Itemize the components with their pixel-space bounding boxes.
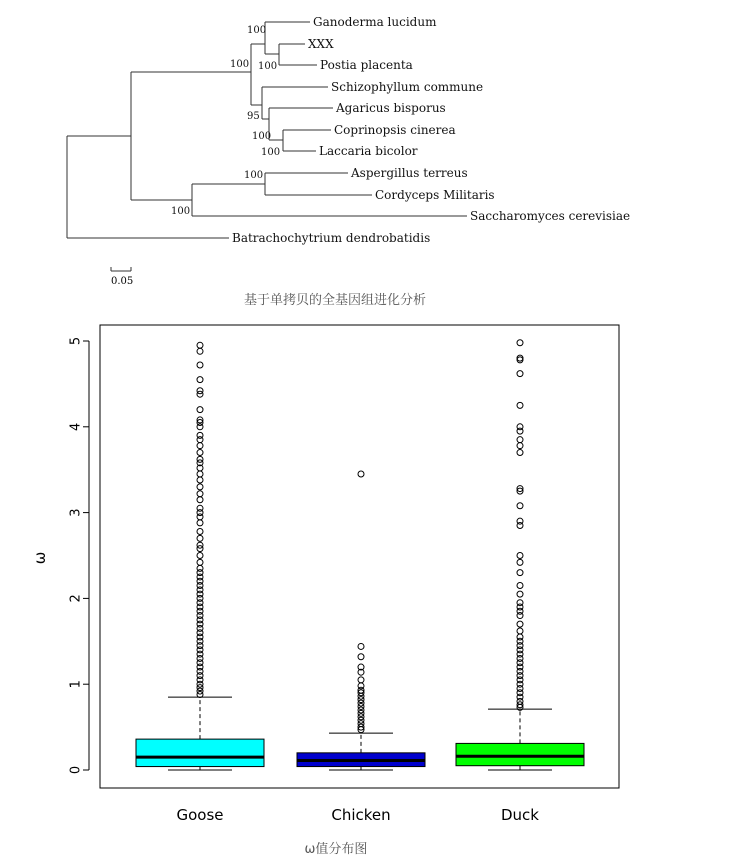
bootstrap-value: 100 [247, 25, 267, 36]
taxon-label: Coprinopsis cinerea [334, 123, 456, 137]
iqr-box [136, 739, 264, 766]
y-axis-label: ω [31, 551, 49, 565]
y-tick-label: 1 [68, 680, 84, 689]
outlier-point [197, 443, 203, 449]
outlier-point [517, 371, 523, 377]
outlier-point [197, 514, 203, 520]
tree-caption: 基于单拷贝的全基因组进化分析 [243, 293, 427, 308]
outlier-point [517, 450, 523, 456]
outlier-point [517, 559, 523, 565]
outlier-point [358, 654, 364, 660]
bootstrap-value: 100 [171, 206, 191, 217]
chart-caption: ω值分布图 [304, 842, 368, 857]
outlier-point [197, 348, 203, 354]
outlier-point [358, 643, 364, 649]
outlier-point [197, 424, 203, 430]
outlier-point [517, 621, 523, 627]
x-category-label: Duck [501, 806, 539, 824]
bootstrap-value: 100 [244, 170, 264, 181]
outlier-point [517, 613, 523, 619]
outlier-point [517, 437, 523, 443]
y-tick-label: 2 [68, 594, 84, 603]
outlier-point [197, 528, 203, 534]
scale-bar [111, 267, 133, 287]
outlier-point [517, 443, 523, 449]
x-category-label: Chicken [331, 806, 391, 824]
taxon-label: XXX [308, 37, 334, 51]
y-tick-label: 3 [68, 508, 84, 517]
outlier-point [197, 497, 203, 503]
outlier-point [197, 559, 203, 565]
taxon-label: Aspergillus terreus [351, 166, 468, 180]
scale-bar-label: 0.05 [111, 276, 134, 287]
outlier-point [197, 471, 203, 477]
outlier-point [517, 340, 523, 346]
box-chicken [297, 471, 425, 770]
outlier-point [197, 491, 203, 497]
taxon-label: Postia placenta [320, 58, 413, 72]
outlier-point [517, 628, 523, 634]
outlier-point [197, 377, 203, 383]
outlier-point [197, 477, 203, 483]
outlier-point [517, 522, 523, 528]
outlier-point [517, 503, 523, 509]
taxon-label: Ganoderma lucidum [313, 15, 437, 29]
outlier-point [197, 437, 203, 443]
box-goose [136, 342, 264, 770]
outlier-point [197, 450, 203, 456]
taxon-label: Laccaria bicolor [319, 144, 418, 158]
x-category-label: Goose [176, 806, 224, 824]
taxon-label: Batrachochytrium dendrobatidis [232, 231, 431, 245]
taxon-label: Schizophyllum commune [331, 80, 484, 94]
outlier-point [358, 677, 364, 683]
y-tick-label: 5 [68, 336, 84, 346]
outlier-point [197, 520, 203, 526]
outlier-point [358, 471, 364, 477]
y-tick-label: 0 [68, 765, 84, 775]
bootstrap-value: 100 [230, 59, 250, 70]
phylogenetic-tree [0, 0, 732, 310]
outlier-point [197, 535, 203, 541]
plot-frame [100, 325, 619, 788]
bootstrap-value: 100 [261, 147, 281, 158]
box-duck [456, 340, 584, 770]
y-tick-label: 4 [68, 422, 84, 431]
outlier-point [517, 428, 523, 434]
outlier-point [197, 342, 203, 348]
bootstrap-value: 100 [258, 61, 278, 72]
taxon-label: Agaricus bisporus [336, 101, 446, 115]
iqr-box [456, 743, 584, 765]
bootstrap-value: 95 [247, 111, 260, 122]
outlier-point [517, 402, 523, 408]
outlier-point [197, 553, 203, 559]
outlier-point [197, 407, 203, 413]
outlier-point [517, 553, 523, 559]
outlier-point [517, 583, 523, 589]
outlier-point [517, 570, 523, 576]
outlier-point [517, 591, 523, 597]
outlier-point [197, 362, 203, 368]
taxon-label: Cordyceps Militaris [375, 188, 495, 202]
bootstrap-value: 100 [252, 131, 272, 142]
taxon-label: Saccharomyces cerevisiae [470, 209, 631, 223]
omega-boxplot [0, 310, 732, 863]
outlier-point [197, 484, 203, 490]
